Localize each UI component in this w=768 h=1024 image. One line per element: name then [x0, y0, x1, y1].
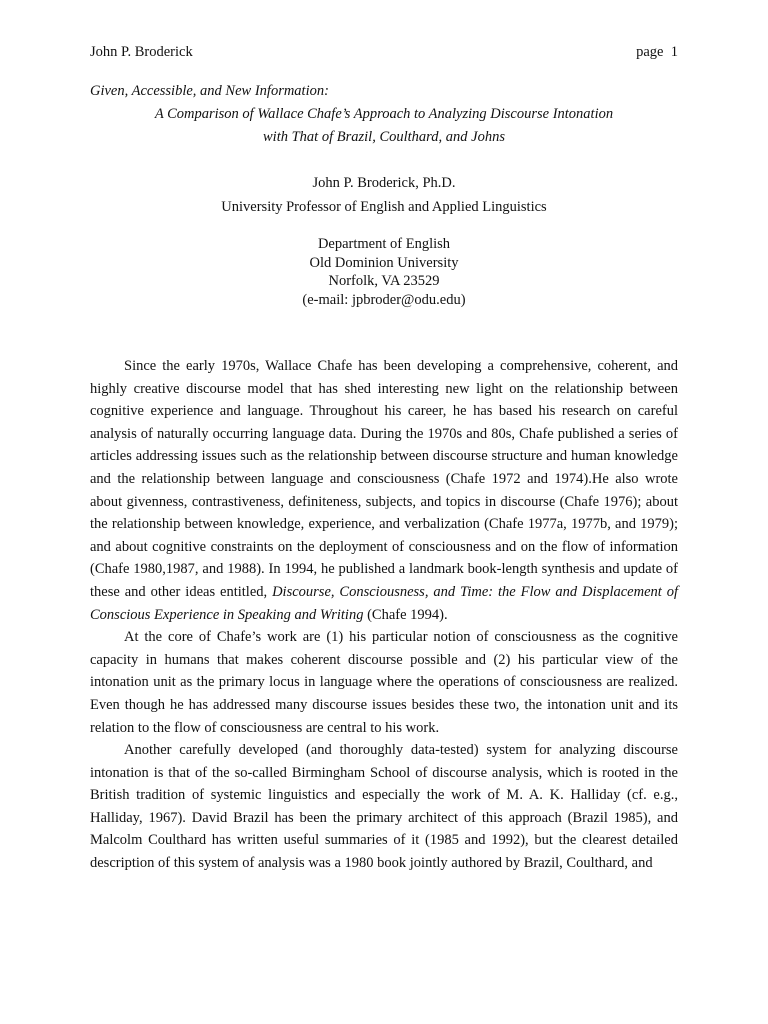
paragraph-1: [90, 355, 678, 626]
author-position: University Professor of English and Applied Linguistics: [221, 198, 547, 215]
page-number: page 1: [636, 44, 678, 60]
paragraph-1-tail: (Chafe 1994).: [363, 606, 448, 623]
author-name: John P. Broderick, Ph.D.: [312, 175, 456, 191]
paper-title: [90, 80, 678, 149]
paragraph-2: At the core of Chafe’s work are (1) his particular notion of consciousness as the cognitive capacity in humans that makes coherent discourse possible and (2) his particular view of the intonation unit as the primary locus in language where the operations of consciousness are realized. Even though he has addressed many discourse issues besides these two, the intonation unit and its relation to the flow of consciousness are central to his work.: [90, 629, 678, 736]
body-text: [90, 355, 678, 875]
title-line-1: Given, Accessible, and New Information:: [90, 83, 329, 99]
university: Old Dominion University: [309, 254, 459, 271]
city: Norfolk, VA 23529: [328, 273, 440, 289]
email: (e-mail: jpbroder@odu.edu): [302, 291, 466, 308]
book-title: Discourse, Consciousness, and Time: the Flow and Displacement of Conscious Experience in Speaking and Writing: [90, 583, 678, 623]
page-header: [90, 44, 678, 64]
title-line-3: with That of Brazil, Coulthard, and Johns: [263, 129, 505, 145]
title-line-2: A Comparison of Wallace Chafe’s Approach to Analyzing Discourse Intonation: [154, 106, 614, 122]
paragraph-1-text: Since the early 1970s, Wallace Chafe has been developing a comprehensive, coherent, and highly creative discourse model that has shed interesting new light on the relationship between cognitive experience and language. Throughout his career, he has based his research on careful analysis of naturally occurring language data. During the 1970s and 80s, Chafe published a series of articles addressing issues such as the relationship between discourse structure and human knowledge and the relationship between language and consciousness (Chafe 1972 and 1974).He also wrote about givenness, contrastiveness, definiteness, subjects, and topics in discourse (Chafe 1976); about the relationship between knowledge, experience, and verbalization (Chafe 1977a, 1977b, and 1979); and about cognitive constraints on the deployment of consciousness and on the flow of information (Chafe 1980,1987, and 1988). In 1994, he published a landmark book-length synthesis and update of these and other ideas entitled,: [90, 358, 678, 600]
affiliation-block: [90, 235, 678, 309]
author-block: [90, 172, 678, 219]
paragraph-3: Another carefully developed (and thoroughly data-tested) system for analyzing discourse intonation is that of the so-called Birmingham School of discourse analysis, which is rooted in the British tradition of systemic linguistics and especially the work of M. A. K. Halliday (cf. e.g., Halliday, 1967). David Brazil has been the primary architect of this approach (Brazil 1985), and Malcolm Coulthard has written useful summaries of it (1985 and 1992), but the clearest detailed description of this system of analysis was a 1980 book jointly authored by Brazil, Coulthard, and: [90, 742, 678, 872]
header-author: John P. Broderick: [90, 44, 193, 60]
department: Department of English: [317, 236, 451, 252]
